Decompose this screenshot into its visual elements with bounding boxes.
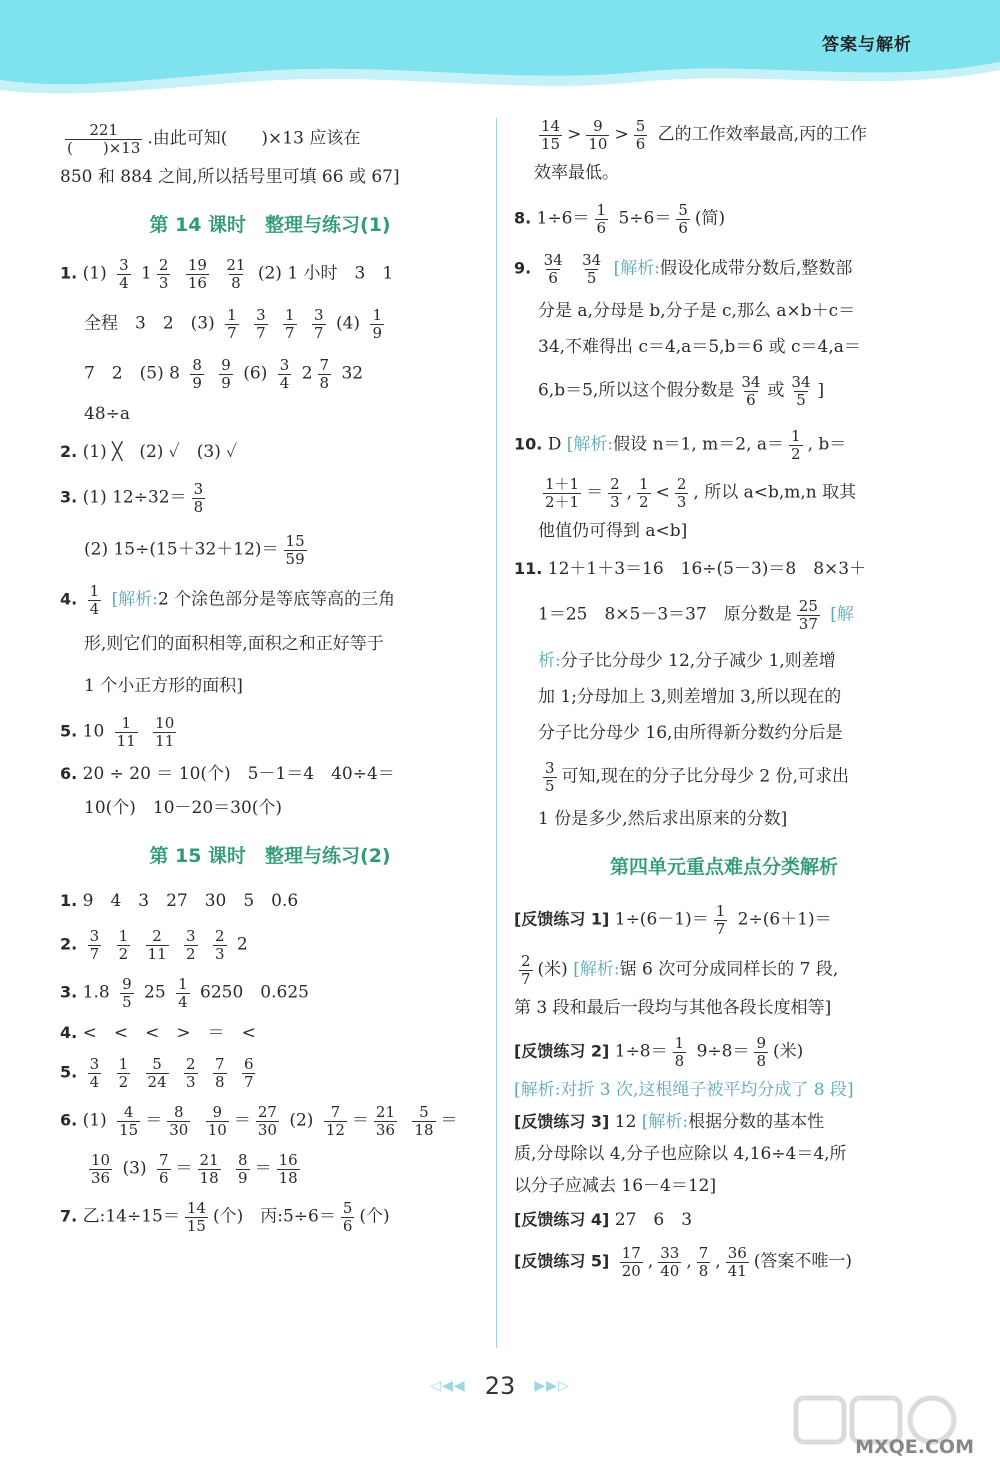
question-11-cont: 分子比分母少 16,由所得新分数约分后是: [538, 723, 843, 743]
right-column: [514, 110, 934, 1279]
analysis-label: [解析:: [566, 434, 614, 455]
text: 7 2 (5) 8: [84, 363, 180, 384]
text: 乙:14÷15＝: [82, 1206, 180, 1227]
feedback-label: [反馈练习 1]: [514, 909, 610, 929]
text: (1): [82, 1110, 107, 1131]
text: 27 6 3: [614, 1210, 693, 1230]
question-4-cont: 形,则它们的面积相等,面积之和正好等于: [84, 634, 384, 654]
feedback-1-cont: $\frac{2}{7}$ (米) [解析:锯 6 次可分成同样长的 7 段,: [521, 952, 839, 988]
text: 或: [767, 380, 785, 401]
text: 32: [341, 363, 364, 384]
feedback-2: [反馈练习 2] 1÷8＝ $\frac{1}{8}$ 9÷8＝ $\frac{9}{8}$ (米): [514, 1034, 804, 1070]
text: 2 个涂色部分是等底等高的三角: [157, 589, 396, 610]
question-11-cont: [514, 646, 934, 676]
section-title-unit-4: 第四单元重点难点分类解析: [609, 856, 838, 878]
question-3-cont: (2) 15÷(15＋32＋12)＝ $\frac{15}{59}$: [84, 532, 305, 568]
feedback-label: [反馈练习 4]: [514, 1210, 610, 1229]
text: 1÷8＝: [614, 1041, 668, 1062]
text: 2÷(6＋1)＝: [737, 909, 832, 930]
text: (2): [289, 1110, 314, 1131]
feedback-label: [反馈练习 2]: [514, 1041, 610, 1061]
answer-line: 850 和 884 之间,所以括号里可填 66 或 67]: [60, 167, 400, 187]
feedback-3: [514, 1107, 934, 1137]
problem-5: 5. $\frac{3}{4}$ $\frac{1}{2}$ $\frac{5}{24}$ $\frac{2}{3}$ $\frac{7}{8}$ $\frac{6}{7}$: [60, 1055, 254, 1091]
text: 全程 3 2 (3): [84, 313, 215, 334]
feedback-label: [反馈练习 5]: [514, 1251, 610, 1271]
text: 12＋1＋3＝16 16÷(5－3)＝8 8×3＋: [547, 559, 867, 579]
question-4-cont: 1 个小正方形的面积]: [84, 676, 243, 696]
analysis-label: 析:: [538, 651, 561, 671]
text: 9÷8＝: [696, 1041, 750, 1062]
text: (2) 15÷(15＋32＋12)＝: [84, 539, 279, 560]
question-1-cont: 7 2 (5) 8 $\frac{8}{9}$ $\frac{9}{9}$ (6) $\frac{3}{4}$ 2 $\frac{7}{8}$ 32: [84, 356, 364, 392]
text: (1) 12÷32＝: [82, 487, 187, 508]
text: 1.8: [82, 982, 110, 1003]
question-11-cont: 1 份是多少,然后求出原来的分数]: [538, 809, 788, 829]
analysis-label: [解析:: [573, 959, 620, 980]
question-11-cont: 1＝25 8×5－3＝37 原分数是 $\frac{25}{37}$ [解: [538, 597, 854, 633]
text: (个): [359, 1206, 390, 1227]
question-10-cont: 他值仍可得到 a<b]: [538, 521, 688, 541]
text: (4): [335, 313, 361, 334]
text: 1÷6＝: [536, 208, 590, 229]
problem-7: 7. 乙:14÷15＝ $\frac{14}{15}$ (个) 丙:5÷6＝ $\frac{5}{6}$ (个): [60, 1199, 390, 1235]
text: < < < > ＝ <: [82, 1023, 256, 1043]
header-title: 答案与解析: [822, 35, 912, 55]
problem-2: 2. $\frac{3}{7}$ $\frac{1}{2}$ $\frac{2}{11}$ $\frac{3}{2}$ $\frac{2}{3}$ 2: [60, 927, 248, 963]
question-11-cont: $\frac{3}{5}$ 可知,现在的分子比分母少 2 份,可求出: [545, 759, 849, 795]
text: 可知,现在的分子比分母少 2 份,可求出: [561, 766, 849, 787]
problem-6-cont: $\frac{10}{36}$ (3) $\frac{7}{6}$ ＝ $\frac{21}{18}$ $\frac{8}{9}$ ＝ $\frac{16}{18}$: [91, 1151, 298, 1187]
text: (1) ╳ (2) ✓ (3) ✓: [82, 442, 238, 462]
problem-3: 3. 1.8 $\frac{9}{5}$ 25 $\frac{1}{4}$ 6250 0.625: [60, 975, 309, 1011]
text: 6,b＝5,所以这个假分数是: [538, 380, 735, 401]
question-9-cont: 6,b＝5,所以这个假分数是 $\frac{34}{6}$ 或 $\frac{34}{5}$ ]: [538, 373, 825, 409]
page-header: [0, 0, 1000, 105]
text: 6250 0.625: [200, 982, 309, 1003]
text: 5÷6＝: [618, 208, 672, 229]
analysis-label: [解析:: [111, 589, 158, 610]
question-1-cont: 48÷a: [84, 404, 131, 424]
answer-line: [60, 122, 480, 156]
question-11-cont: 加 1;分母加上 3,则差增加 3,所以现在的: [538, 687, 842, 707]
question-6-cont: 10(个) 10－20＝30(个): [84, 798, 283, 818]
fraction: $\frac{221}{( )\times 13}$: [67, 121, 141, 157]
feedback-1: [反馈练习 1] 1÷(6－1)＝ $\frac{1}{7}$ 2÷(6＋1)＝: [514, 902, 832, 938]
text: (简): [694, 208, 726, 229]
text: (米): [773, 1041, 804, 1062]
text: 10: [82, 721, 105, 742]
question-11: 11. 12＋1＋3＝16 16÷(5－3)＝8 8×3＋: [514, 559, 867, 579]
answer-line: $\frac{14}{15}$ > $\frac{9}{10}$ > $\frac{5}{6}$ 乙的工作效率最高,丙的工作: [541, 117, 868, 153]
text: 锯 6 次可分成同样长的 7 段,: [619, 959, 839, 980]
watermark-text: MXQE.COM: [855, 1436, 974, 1458]
text: 1＝25 8×5－3＝37 原分数是: [538, 604, 792, 625]
text: 假设化成带分数后,整数部: [660, 258, 853, 279]
question-10-cont: $\frac{1+1}{2+1}$ ＝ $\frac{2}{3}$ , $\frac{1}{2}$ < $\frac{2}{3}$ , 所以 a<b,m,n 取其: [545, 475, 857, 511]
text: (6): [243, 363, 268, 384]
question-1-cont: 全程 3 2 (3) $\frac{1}{7}$ $\frac{3}{7}$ $\frac{1}{7}$ $\frac{3}{7}$ (4) $\frac{1}{9}$: [84, 306, 382, 342]
feedback-4: [514, 1205, 934, 1235]
analysis-label: [解析:: [641, 1112, 689, 1132]
section-title-15: 第 15 课时 整理与练习(2): [149, 845, 391, 867]
text: 分子比分母少 12,分子减少 1,则差增: [560, 651, 836, 671]
text: D: [547, 434, 562, 455]
feedback-3-cont: 以分子应减去 16－4＝12]: [514, 1176, 717, 1196]
section-title-14: 第 14 课时 整理与练习(1): [149, 214, 391, 236]
problem-6: 6. (1) $\frac{4}{15}$ ＝ $\frac{8}{30}$ $\frac{9}{10}$ ＝ $\frac{27}{30}$ (2) $\frac{7}{12}$ ＝ $\frac{21}{36}$ $\frac{5}{18}$ ＝: [60, 1103, 458, 1139]
feedback-2-analysis: [解析:对折 3 次,这根绳子被平均分成了 8 段]: [514, 1080, 854, 1100]
text: 假设 n＝1, m＝2, a＝: [613, 434, 785, 455]
text: 9 4 3 27 30 5 0.6: [82, 891, 299, 911]
column-divider: [496, 118, 497, 1348]
question-9: 9. $\frac{34}{6}$ $\frac{34}{5}$ [解析:假设化成带分数后,整数部: [514, 251, 853, 287]
feedback-5: [反馈练习 5] $\frac{17}{20}$ , $\frac{33}{40}$ , $\frac{7}{8}$ , $\frac{36}{41}$ (答案不唯一): [514, 1244, 853, 1280]
question-9-cont: 分是 a,分母是 b,分子是 c,那么 a×b＋c＝: [538, 301, 856, 321]
text: , 所以 a<b,m,n 取其: [693, 482, 857, 503]
text: (米): [537, 959, 568, 980]
question-6: 6. 20 ÷ 20 ＝ 10(个) 5－1＝4 40÷4＝: [60, 764, 395, 784]
question-2: 2. (1) ╳ (2) ✓ (3) ✓: [60, 442, 238, 462]
feedback-3-cont: 质,分母除以 4,分子也应除以 4,16÷4＝4,所: [514, 1144, 847, 1164]
question-1: 1. (1) $\frac{3}{4}$ 1 $\frac{2}{3}$ $\frac{19}{16}$ $\frac{21}{8}$ (2) 1 小时 3 1: [60, 256, 394, 292]
question-8: 8. 1÷6＝ $\frac{1}{6}$ 5÷6＝ $\frac{5}{6}$ (简): [514, 201, 726, 237]
feedback-1-cont: 第 3 段和最后一段均与其他各段长度相等]: [514, 998, 832, 1018]
page-number: 23: [484, 1372, 516, 1400]
problem-4: 4. < < < > ＝ <: [60, 1023, 256, 1043]
text: (2) 1 小时 3 1: [257, 263, 394, 284]
question-10: 10. D [解析:假设 n＝1, m＝2, a＝ $\frac{1}{2}$ , b＝: [514, 427, 847, 463]
text: .由此可知( )×13 应该在: [147, 128, 361, 149]
analysis-label: [解: [830, 604, 854, 625]
question-3: 3. (1) 12÷32＝ $\frac{3}{8}$: [60, 480, 204, 516]
text: 乙的工作效率最高,丙的工作: [657, 124, 868, 145]
text: 根据分数的基本性: [688, 1112, 825, 1132]
next-arrows-icon: ▶▶▷: [534, 1378, 570, 1394]
question-5: 5. 10 $\frac{1}{11}$ $\frac{10}{11}$: [60, 714, 175, 750]
question-4: 4. $\frac{1}{4}$ [解析:2 个涂色部分是等底等高的三角: [60, 582, 396, 618]
feedback-label: [反馈练习 3]: [514, 1112, 610, 1131]
text: 25: [144, 982, 166, 1003]
analysis-label: [解析:: [613, 258, 660, 279]
prev-arrows-icon: ◁◀◀: [430, 1378, 466, 1394]
answer-line: 效率最低。: [534, 163, 619, 183]
text: , b＝: [807, 434, 847, 455]
problem-1: 1. 9 4 3 27 30 5 0.6: [60, 891, 299, 911]
text: 12: [614, 1112, 637, 1132]
text: (答案不唯一): [753, 1251, 853, 1272]
question-9-cont: 34,不难得出 c＝4,a＝5,b＝6 或 c＝4,a＝: [538, 337, 861, 357]
text: 20 ÷ 20 ＝ 10(个) 5－1＝4 40÷4＝: [82, 764, 395, 784]
text: (个) 丙:5÷6＝: [212, 1206, 336, 1227]
text: 1÷(6－1)＝: [614, 909, 709, 930]
left-column: [60, 110, 480, 1234]
text: (3): [122, 1158, 147, 1179]
